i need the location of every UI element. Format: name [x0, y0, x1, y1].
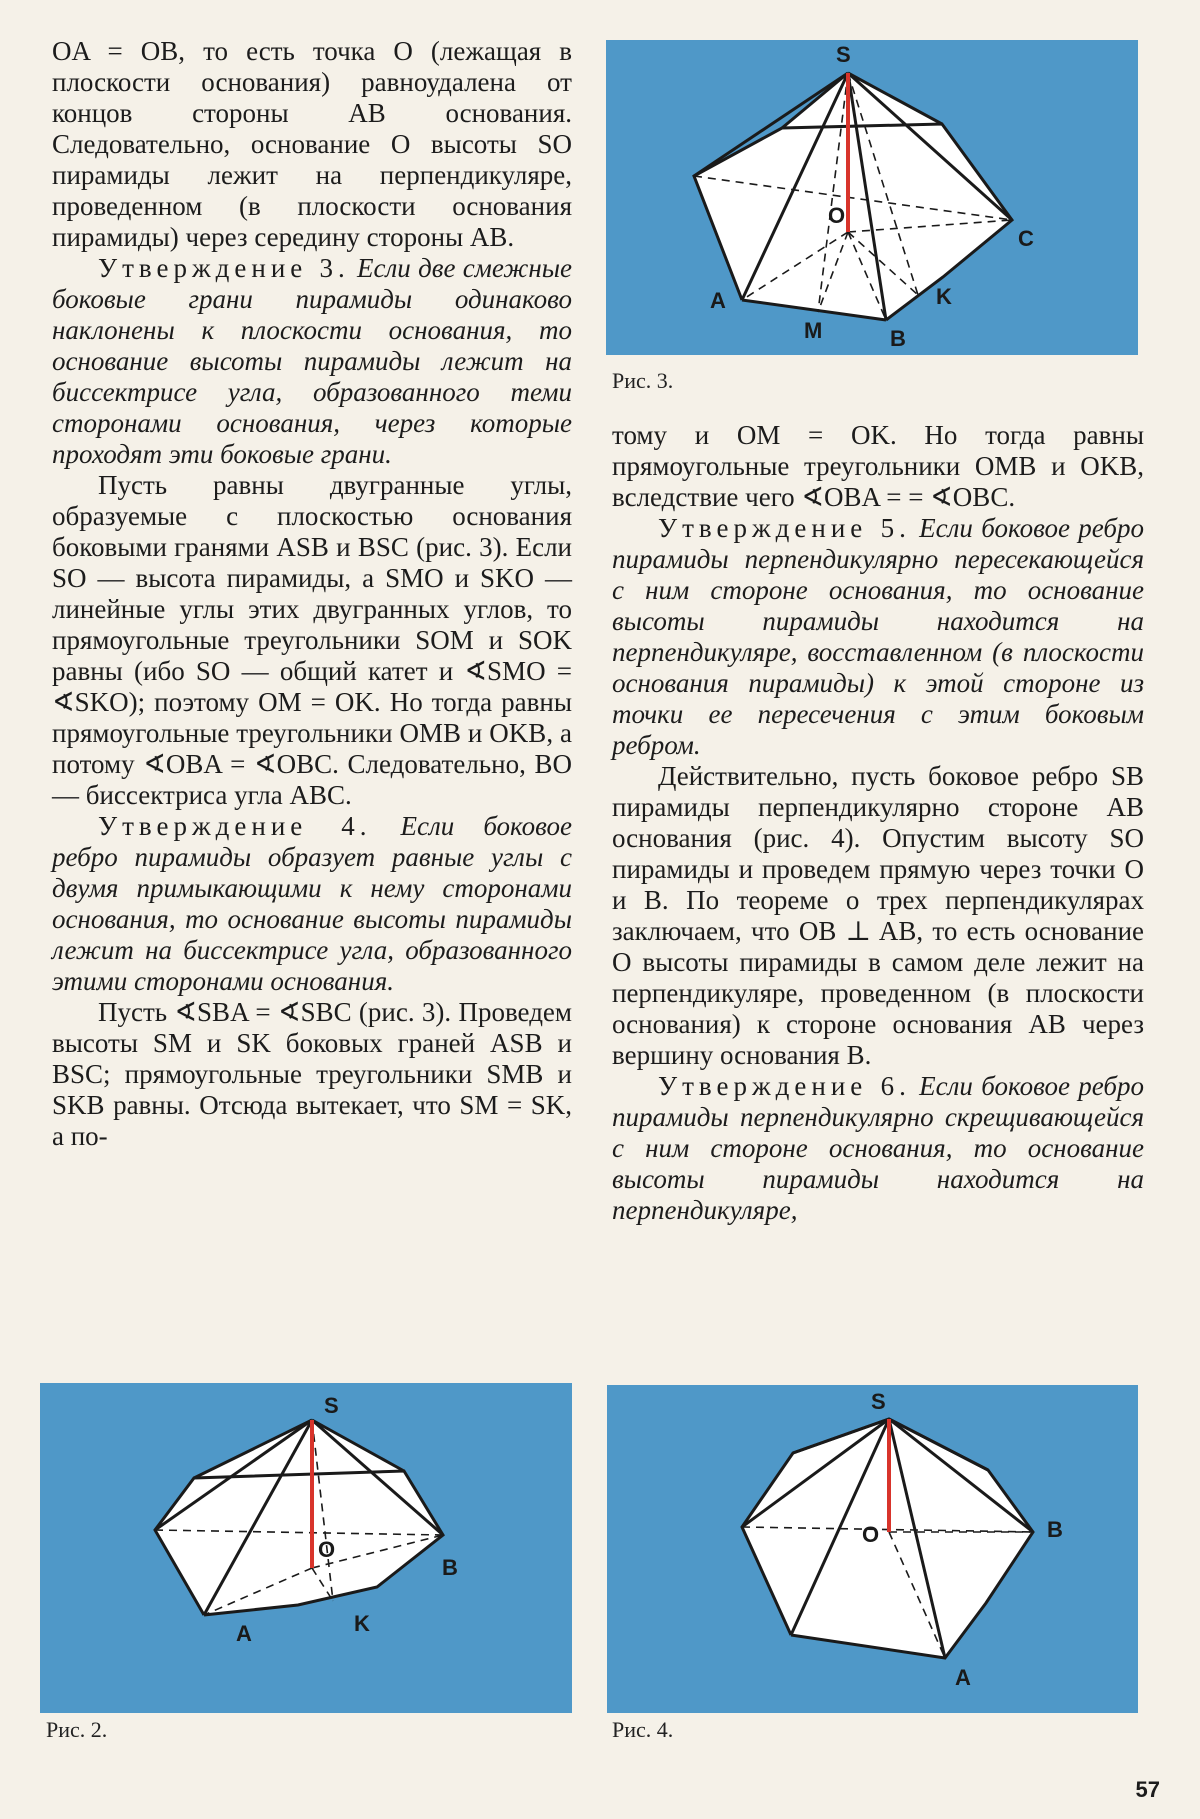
right-paragraph-2: Действительно, пусть боковое ребро SB пирамиды перпендикулярно стороне AB основания (рис. 4). Опустим высоту SO пирамиды и проведем прямую через точки O и B. По теореме о трех перпендикулярах заключаем, что OB ⊥ AB, то есть основание O высоты пирамиды в самом деле лежит на перпендикуляре, проведенном (в плоскости основания) к стороне основания AB через вершину основания B.: [612, 761, 1144, 1070]
fig4-label-a: A: [955, 1665, 971, 1690]
figure-3-caption: Рис. 3.: [612, 368, 674, 393]
statement-5: [612, 513, 1144, 761]
fig2-label-k: K: [354, 1611, 370, 1636]
fig3-label-m: M: [804, 318, 823, 343]
fig2-label-s: S: [324, 1393, 339, 1418]
fig4-label-o: O: [862, 1522, 880, 1547]
fig3-label-b: B: [890, 326, 906, 351]
left-paragraph-1: OA = OB, то есть точка O (лежащая в плоскости основания) равноудалена от концов стороны AB основания. Следовательно, основание O высоты SO пирамиды лежит на перпендикуляре, проведенном (в плоскости основания пирамиды) через середину стороны AB.: [52, 36, 572, 252]
statement-4-lead: Утверждение 4.: [98, 811, 372, 841]
statement-3-text: Если две смежные боковые грани пирамиды одинаково наклонены к плоскости основания, то основание высоты пирамиды лежит на биссектрисе угла, образованного теми сторонами основания, через которые проходят эти боковые грани.: [52, 253, 573, 469]
fig3-label-o: O: [828, 203, 846, 228]
figure-2-base: [155, 1420, 443, 1615]
figure-2-caption: Рис. 2.: [46, 1717, 108, 1742]
figure-3: [606, 40, 1138, 355]
statement-5-text: Если боковое ребро пирамиды перпендикулярно пересекающейся с ним стороне основания, то основание высоты пирамиды находится на перпендикуляре, восставленном (в плоскости основания пирамиды) к этой стороне из точки ее пересечения с этим боковым ребром.: [612, 513, 1144, 760]
statement-3-lead: Утверждение 3.: [98, 253, 350, 283]
statement-6: [612, 1071, 1144, 1226]
figure-3-drawing: [606, 40, 1138, 355]
right-column: [612, 420, 1144, 1226]
figure-2-drawing: [40, 1383, 572, 1713]
fig3-label-a: A: [710, 288, 726, 313]
statement-5-lead: Утверждение 5.: [658, 513, 911, 543]
fig4-label-b: B: [1047, 1517, 1063, 1542]
statement-6-text: Если боковое ребро пирамиды перпендикулярно скрещивающейся с ним стороне основания, то основание высоты пирамиды находится на перпендикуляре,: [612, 1071, 1144, 1225]
statement-4-text: Если боковое ребро пирамиды образует равные углы с двумя примыкающими к нему сторонами основания, то основание высоты пирамиды лежит на биссектрисе угла, образованного этими сторонами основания.: [52, 811, 572, 996]
right-paragraph-1: тому и OM = OK. Но тогда равны прямоугольные треугольники OMB и OKB, вследствие чего ∢OBA = = ∢OBC.: [612, 420, 1144, 512]
statement-4: [52, 811, 572, 997]
statement-3: [52, 253, 572, 470]
fig3-label-s: S: [836, 42, 851, 67]
statement-6-lead: Утверждение 6.: [658, 1071, 911, 1101]
figure-4-drawing: [607, 1385, 1138, 1713]
figure-2: [40, 1383, 572, 1713]
fig3-label-k: K: [936, 284, 952, 309]
fig2-label-a: A: [236, 1621, 252, 1646]
fig4-label-s: S: [871, 1389, 886, 1414]
fig2-label-o: O: [318, 1537, 336, 1562]
page-number: 57: [1135, 1777, 1160, 1802]
fig3-label-c: C: [1018, 226, 1034, 251]
left-column: [52, 36, 572, 1152]
figure-4: [607, 1385, 1138, 1713]
fig2-label-b: B: [442, 1555, 458, 1580]
left-paragraph-2: Пусть равны двугранные углы, образуемые с плоскостью основания боковыми гранями ASB и BSC (рис. 3). Если SO — высота пирамиды, а SMO и SKO — линейные углы этих двугранных углов, то прямоугольные треугольники SOM и SOK равны (ибо SO — общий катет и ∢SMO = ∢SKO); поэтому OM = OK. Но тогда равны прямоугольные треугольники OMB и OKB, а потому ∢OBA = ∢OBC. Следовательно, BO — биссектриса угла ABC.: [52, 470, 572, 810]
figure-4-caption: Рис. 4.: [612, 1717, 674, 1742]
left-paragraph-3: Пусть ∢SBA = ∢SBC (рис. 3). Проведем высоты SM и SK боковых граней ASB и BSC; прямоугольные треугольники SMB и SKB равны. Отсюда вытекает, что SM = SK, а по-: [52, 997, 572, 1151]
